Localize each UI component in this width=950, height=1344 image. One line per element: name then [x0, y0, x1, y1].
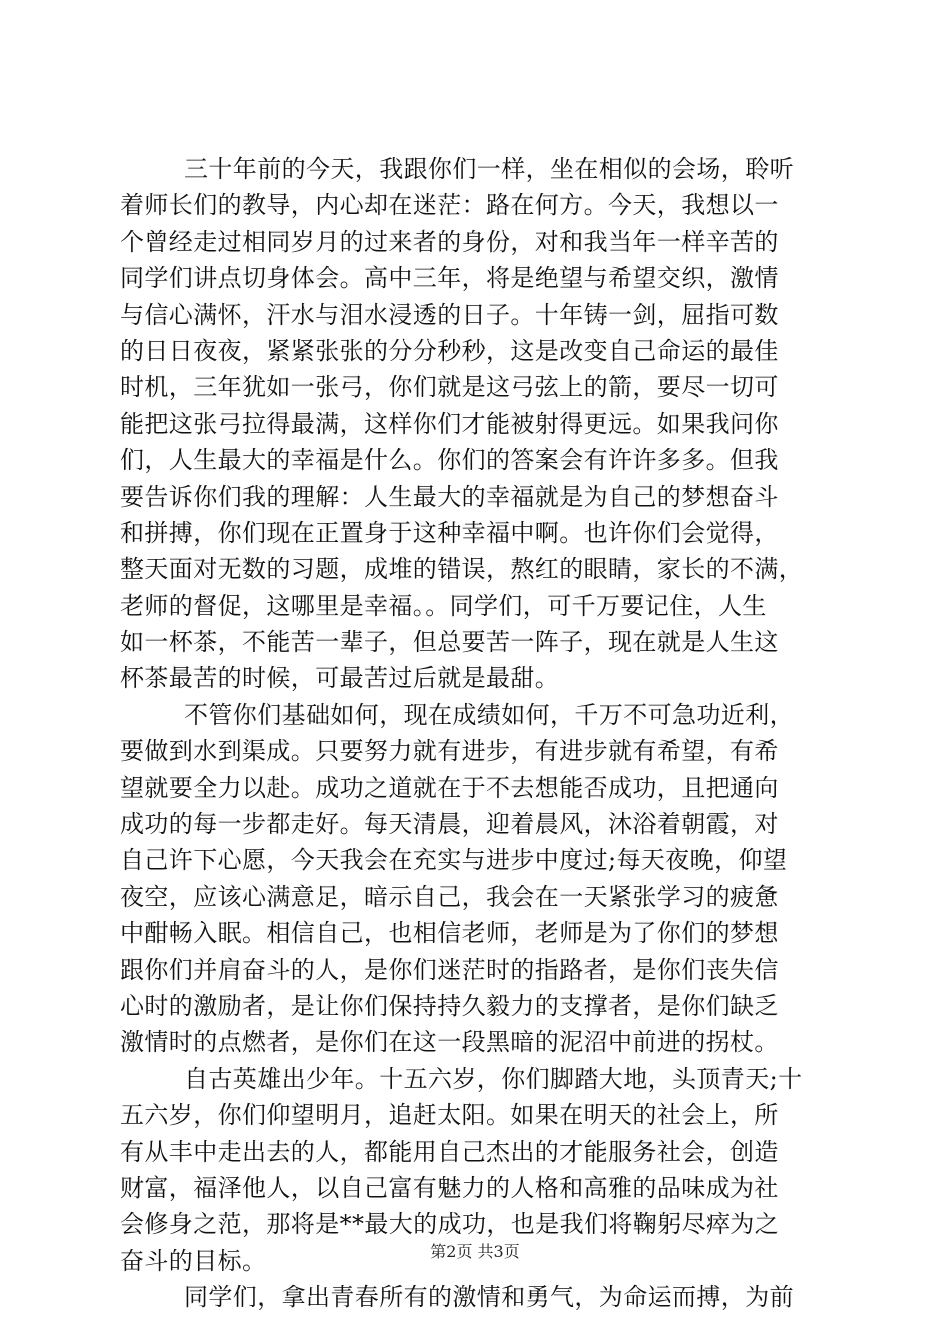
text-line: 夜空，应该心满意足，暗示自己，我会在一天紧张学习的疲惫	[120, 882, 779, 911]
text-line: 与信心满怀，汗水与泪水浸透的日子。十年铸一剑，屈指可数	[120, 300, 779, 329]
text-line: 成功的每一步都走好。每天清晨，迎着晨风，沐浴着朝霞，对	[120, 810, 779, 839]
text-line: 着师长们的教导，内心却在迷茫：路在何方。今天，我想以一	[120, 191, 779, 220]
text-line: 时机，三年犹如一张弓，你们就是这弓弦上的箭，要尽一切可	[120, 373, 779, 402]
text-line: 老师的督促，这哪里是幸福。。同学们，可千万要记住，人生	[120, 591, 767, 620]
text-line: 奋斗的目标。	[120, 1246, 267, 1275]
text-line: 要做到水到渠成。只要努力就有进步，有进步就有希望，有希	[120, 737, 779, 766]
page-footer: 第2页 共3页	[430, 1242, 520, 1261]
text-line: 三十年前的今天，我跟你们一样，坐在相似的会场，聆听	[184, 155, 794, 183]
text-line: 财富，福泽他人，以自己富有魅力的人格和高雅的品味成为社	[120, 1173, 779, 1202]
text-line: 个曾经走过相同岁月的过来者的身份，对和我当年一样辛苦的	[120, 227, 779, 256]
text-line: 能把这张弓拉得最满，这样你们才能被射得更远。如果我问你	[120, 409, 779, 438]
paragraph	[120, 1279, 832, 1315]
text-line: 同学们，拿出青春所有的激情和勇气，为命运而搏，为前	[184, 1283, 794, 1312]
text-line: 中酣畅入眠。相信自己，也相信老师，老师是为了你们的梦想	[120, 919, 779, 948]
text-line: 跟你们并肩奋斗的人，是你们迷茫时的指路者，是你们丧失信	[120, 955, 779, 984]
text-line: 自古英雄出少年。十五六岁，你们脚踏大地，头顶青天;十	[184, 1064, 803, 1093]
text-line: 心时的激励者，是让你们保持持久毅力的支撑者，是你们缺乏	[120, 991, 779, 1020]
paragraph	[120, 697, 832, 1061]
text-line: 杯茶最苦的时候，可最苦过后就是最甜。	[120, 664, 560, 693]
text-line: 的日日夜夜，紧紧张张的分分秒秒，这是改变自己命运的最佳	[120, 336, 779, 365]
body-text	[120, 151, 832, 1316]
text-line: 五六岁，你们仰望明月，追赶太阳。如果在明天的社会上，所	[120, 1101, 779, 1130]
text-line: 不管你们基础如何，现在成绩如何，千万不可急功近利，	[184, 700, 794, 729]
text-line: 激情时的点燃者，是你们在这一段黑暗的泥沼中前进的拐杖。	[120, 1028, 779, 1057]
text-line: 同学们讲点切身体会。高中三年，将是绝望与希望交织，激情	[120, 264, 779, 293]
text-line: 们，人生最大的幸福是什么。你们的答案会有许许多多。但我	[120, 446, 779, 475]
text-line: 自己许下心愿，今天我会在充实与进步中度过;每天夜晚，仰望	[120, 846, 788, 875]
text-line: 会修身之范，那将是**最大的成功，也是我们将鞠躬尽瘁为之	[120, 1210, 780, 1239]
text-line: 和拼搏，你们现在正置身于这种幸福中啊。也许你们会觉得，	[120, 518, 779, 547]
text-line: 要告诉你们我的理解：人生最大的幸福就是为自己的梦想奋斗	[120, 482, 779, 511]
text-line: 有从丰中走出去的人，都能用自己杰出的才能服务社会，创造	[120, 1137, 779, 1166]
text-line: 望就要全力以赴。成功之道就在于不去想能否成功，且把通向	[120, 773, 779, 802]
text-line: 如一杯茶，不能苦一辈子，但总要苦一阵子，现在就是人生这	[120, 628, 779, 657]
paragraph	[120, 151, 832, 697]
text-line: 整天面对无数的习题，成堆的错误，熬红的眼睛，家长的不满，	[120, 555, 804, 584]
